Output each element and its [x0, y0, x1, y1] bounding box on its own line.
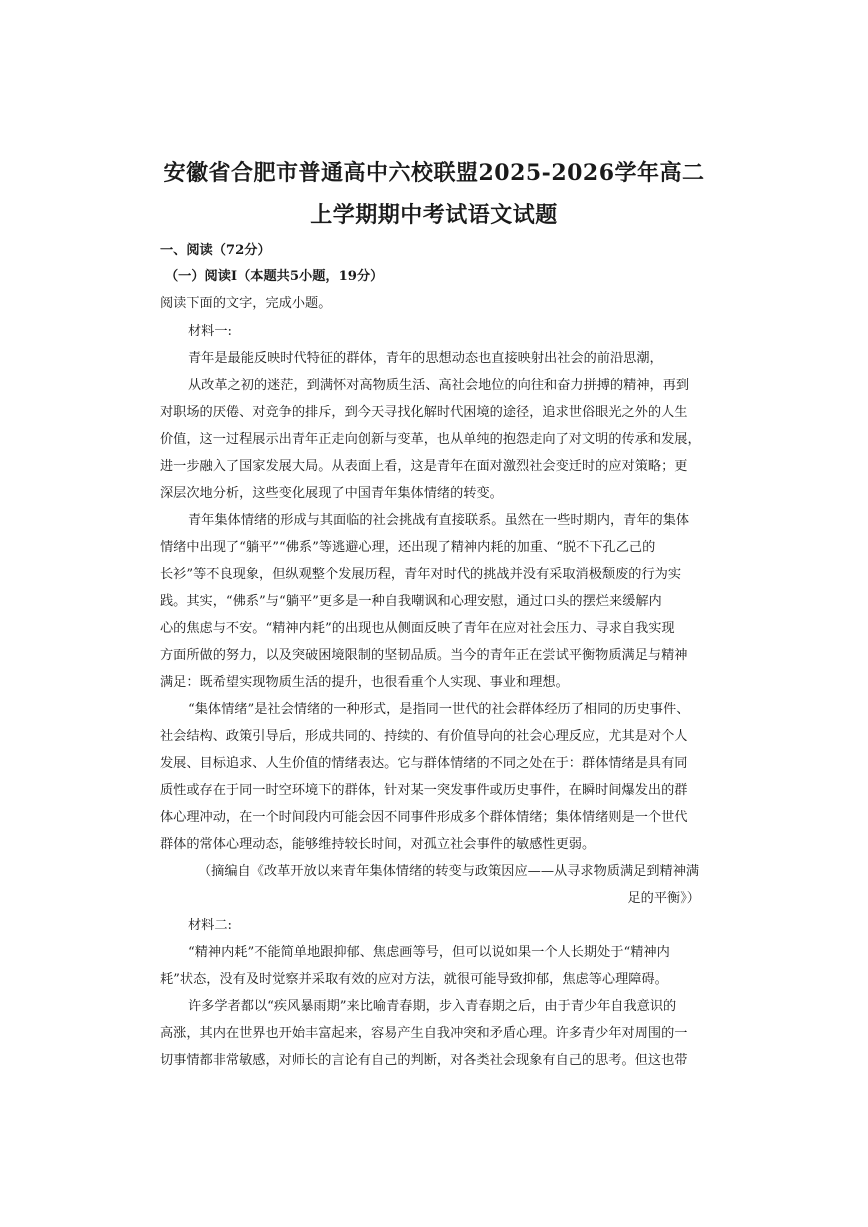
title-line-2: 上学期期中考试语文试题 [310, 202, 558, 228]
paragraph-line: 耗”状态，没有及时觉察并采取有效的应对方法，就很可能导致抑郁，焦虑等心理障碍。 [160, 972, 668, 987]
paragraph-line: 满足：既希望实现物质生活的提升，也很看重个人实现、事业和理想。 [160, 675, 569, 690]
paragraph-line: 价值，这一过程展示出青年正走向创新与变革，也从单纯的抱怨走向了对文明的传承和发展， [160, 432, 701, 447]
paragraph-line: 发展、目标追求、人生价值的情绪表达。它与群体情绪的不同之处在于：群体情绪是具有同 [160, 756, 688, 771]
paragraph-line: 质性或存在于同一时空环境下的群体，针对某一突发事件或历史事件，在瞬时间爆发出的群 [160, 783, 688, 798]
paragraph-line: 群体的常体心理动态，能够维持较长时间，对孤立社会事件的敏感性更弱。 [160, 837, 596, 852]
material1-label: 材料一: [188, 324, 233, 339]
paragraph-line: “集体情绪”是社会情绪的一种形式，是指同一世代的社会群体经历了相同的历史事件、 [188, 702, 690, 717]
paragraph-line: 社会结构、政策引导后，形成共同的、持续的、有价值导向的社会心理反应，尤其是对个人 [160, 729, 688, 744]
paragraph-line: 进一步融入了国家发展大局。从表面上看，这是青年在面对激烈社会变迁时的应对策略；更 [160, 459, 688, 474]
paragraph-line: 切事情都非常敏感，对师长的言论有自己的判断，对各类社会现象有自己的思考。但这也带 [160, 1053, 688, 1068]
section-heading: 一、阅读（72分） [160, 243, 271, 258]
paragraph-line: 情绪中出现了“躺平”“佛系”等逃避心理，还出现了精神内耗的加重、“脱不下孔乙己的 [160, 540, 656, 555]
instruction: 阅读下面的文字，完成小题。 [160, 296, 332, 311]
paragraph-line: 青年集体情绪的形成与其面临的社会挑战有直接联系。虽然在一些时期内，青年的集体 [188, 513, 690, 528]
title-line-1: 安徽省合肥市普通高中六校联盟2025-2026学年高二 [163, 160, 705, 186]
paragraph-line: 体心理冲动，在一个时间段内可能会因不同事件形成多个群体情绪；集体情绪则是一个世代 [160, 810, 688, 825]
paragraph-line: 深层次地分析，这些变化展现了中国青年集体情绪的转变。 [160, 486, 503, 501]
paragraph-line: “精神内耗”不能简单地跟抑郁、焦虑画等号，但可以说如果一个人长期处于“精神内 [188, 945, 670, 960]
paragraph-line: 高涨，其内在世界也开始丰富起来，容易产生自我冲突和矛盾心理。许多青少年对周围的一 [160, 1026, 688, 1041]
paragraph-line: 对职场的厌倦、对竞争的排斥，到今天寻找化解时代困境的途径，追求世俗眼光之外的人生 [160, 405, 688, 420]
paragraph-line: 长衫”等不良现象，但纵观整个发展历程，青年对时代的挑战并没有采取消极颓废的行为实 [160, 567, 682, 582]
paragraph-line: 从改革之初的迷茫，到满怀对高物质生活、高社会地位的向往和奋力拼搏的精神，再到 [188, 378, 690, 393]
paragraph-line: 青年是最能反映时代特征的群体，青年的思想动态也直接映射出社会的前沿思潮， [188, 351, 663, 366]
source-citation: （摘编自《改革开放以来青年集体情绪的转变与政策因应——从寻求物质满足到精神满 [198, 864, 700, 879]
paragraph-line: 践。其实，“佛系”与“躺平”更多是一种自我嘲讽和心理安慰，通过口头的摆烂来缓解内 [160, 594, 662, 609]
source-citation-end: 足的平衡》） [627, 891, 700, 906]
paragraph-line: 许多学者都以“疾风暴雨期”来比喻青春期，步入青春期之后，由于青少年自我意识的 [188, 999, 677, 1014]
paragraph-line: 方面所做的努力，以及突破困境限制的坚韧品质。当今的青年正在尝试平衡物质满足与精神 [160, 648, 688, 663]
paragraph-line: 心的焦虑与不安。“精神内耗”的出现也从侧面反映了青年在应对社会压力、寻求自我实现 [160, 621, 675, 636]
sub-heading: （一）阅读Ⅰ（本题共5小题，19分） [165, 269, 384, 284]
material2-label: 材料二: [188, 918, 233, 933]
